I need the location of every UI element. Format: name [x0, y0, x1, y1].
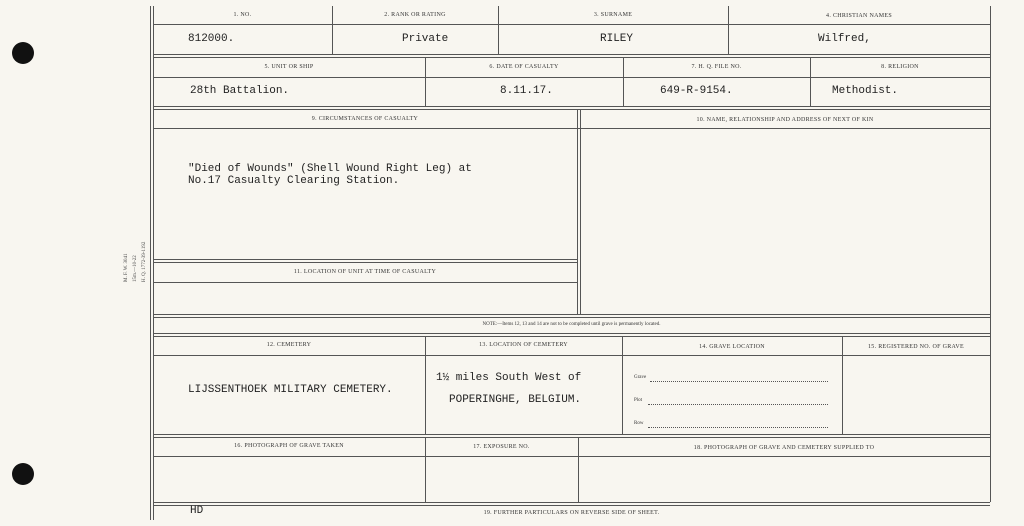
- circumstances-line-2: No.17 Casualty Clearing Station.: [188, 175, 400, 187]
- surname-value: RILEY: [600, 33, 634, 45]
- hq-file-label: 7. H. Q. FILE NO.: [691, 64, 742, 70]
- photo-taken-label: 16. PHOTOGRAPH OF GRAVE TAKEN: [234, 443, 344, 449]
- left-border: [150, 6, 151, 520]
- cemetery-location-line-2: POPERINGHE, BELGIUM.: [449, 394, 582, 406]
- note-top: [153, 314, 990, 318]
- row1-label-line: [153, 24, 990, 25]
- unit-label: 5. UNIT OR SHIP: [264, 64, 314, 70]
- religion-value: Methodist.: [832, 85, 899, 97]
- unit-value: 28th Battalion.: [190, 85, 290, 97]
- row2-bottom: [153, 106, 990, 110]
- row2-label-line: [153, 77, 990, 78]
- cemetery-location-line-1: 1½ miles South West of: [436, 372, 582, 384]
- location-of-unit-label: 11. LOCATION OF UNIT AT TIME OF CASUALTY: [293, 269, 437, 275]
- row3-div-b: [580, 109, 581, 314]
- note-bottom: [153, 333, 990, 337]
- row3-label-line: [153, 128, 990, 129]
- location-unit-line: [153, 282, 577, 283]
- cemetery-value: LIJSSENTHOEK MILITARY CEMETERY.: [188, 384, 393, 396]
- exposure-no-label: 17. EXPOSURE NO.: [473, 444, 530, 450]
- cemetery-label-line: [153, 355, 990, 356]
- further-particulars-label: 19. FURTHER PARTICULARS ON REVERSE SIDE OF SHEET.: [483, 510, 660, 516]
- christian-names-label: 4. CHRISTIAN NAMES: [826, 13, 892, 19]
- clerk-initials: HD: [190, 505, 204, 517]
- cem-div2: [622, 336, 623, 434]
- form-code-2: 15m.—10-22: [133, 255, 138, 282]
- location-unit-top: [153, 259, 577, 263]
- grave-field-line: [650, 381, 828, 382]
- punch-hole-bottom: [12, 463, 34, 485]
- cem-div3: [842, 336, 843, 434]
- note-text: NOTE:—Items 12, 13 and 14 are not to be completed until grave is permanently located.: [482, 322, 661, 327]
- form-code-3: H. Q. 1772-39-1192: [142, 241, 147, 282]
- surname-label: 3. SURNAME: [593, 12, 633, 18]
- no-label: 1. NO.: [233, 12, 252, 18]
- footer-top: [153, 502, 990, 506]
- row1-bottom: [153, 54, 990, 58]
- cem-div1: [425, 336, 426, 434]
- circumstances-label: 9. CIRCUMSTANCES OF CASUALTY: [311, 116, 419, 122]
- punch-hole-top: [12, 42, 34, 64]
- row-field-line: [648, 427, 828, 428]
- rank-label: 2. RANK OR RATING: [384, 12, 446, 18]
- date-label: 6. DATE OF CASUALTY: [489, 64, 559, 70]
- religion-label: 8. RELIGION: [881, 64, 919, 70]
- grave-field-label: Grave: [634, 375, 647, 380]
- service-number: 812000.: [188, 33, 235, 45]
- photo-supplied-label: 18. PHOTOGRAPH OF GRAVE AND CEMETERY SUPPLIED TO: [693, 445, 875, 451]
- circumstances-line-1: "Died of Wounds" (Shell Wound Right Leg) at: [188, 163, 472, 175]
- cemetery-label: 12. CEMETERY: [266, 342, 312, 348]
- row3-div: [577, 109, 578, 314]
- date-value: 8.11.17.: [500, 85, 553, 97]
- plot-field-line: [648, 404, 828, 405]
- next-of-kin-label: 10. NAME, RELATIONSHIP AND ADDRESS OF NEXT OF KIN: [696, 117, 874, 123]
- rank-value: Private: [402, 33, 449, 45]
- photo-top: [153, 434, 990, 438]
- christian-names-value: Wilfred,: [818, 33, 871, 45]
- right-border: [990, 6, 991, 502]
- form-code-1: M. F. W. 3041: [124, 253, 129, 282]
- grave-location-label: 14. GRAVE LOCATION: [699, 344, 765, 350]
- hq-file-value: 649-R-9154.: [660, 85, 733, 97]
- registered-no-label: 15. REGISTERED NO. OF GRAVE: [868, 344, 964, 350]
- location-of-cemetery-label: 13. LOCATION OF CEMETERY: [479, 342, 568, 348]
- photo-label-line: [153, 456, 990, 457]
- row-field-label: Row: [634, 421, 644, 426]
- plot-field-label: Plot: [634, 398, 643, 403]
